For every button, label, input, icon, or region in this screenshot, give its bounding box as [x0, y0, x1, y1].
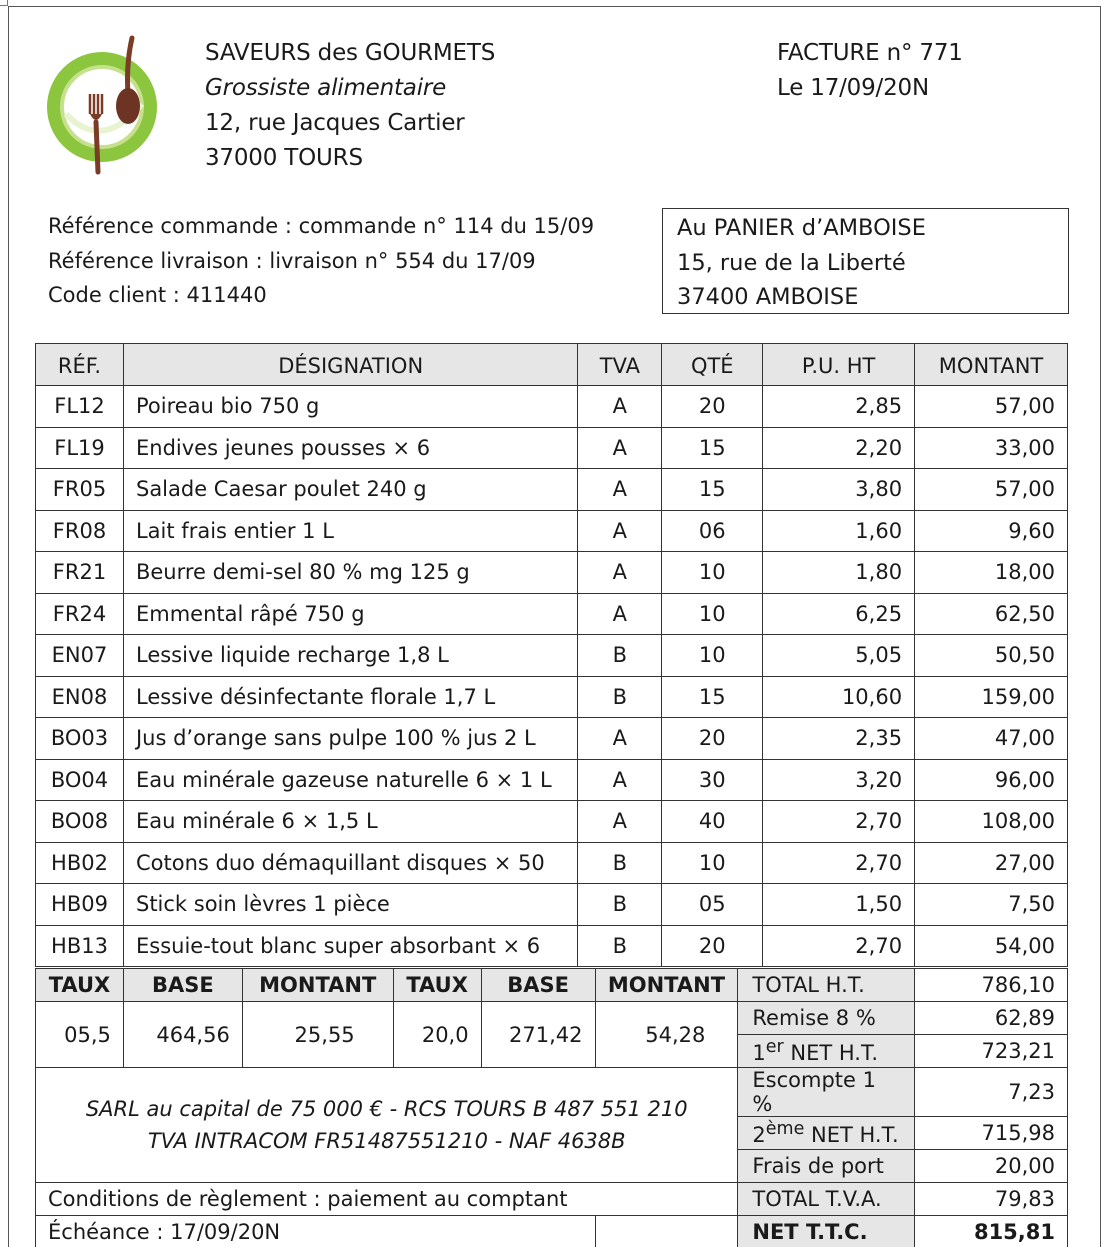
item-qty: 15 — [662, 676, 763, 718]
table-row — [36, 593, 1068, 635]
item-qty: 30 — [662, 759, 763, 801]
item-qty: 20 — [662, 925, 763, 967]
item-tva: A — [578, 386, 662, 428]
company-logo — [46, 34, 158, 180]
invoice-number: FACTURE n° 771 — [777, 40, 963, 66]
item-qty: 10 — [662, 635, 763, 677]
item-ref: FR24 — [36, 593, 124, 635]
item-qty: 06 — [662, 510, 763, 552]
table-row — [36, 386, 1068, 428]
item-qty: 10 — [662, 842, 763, 884]
item-unit-price: 3,80 — [763, 469, 915, 511]
item-unit-price: 2,35 — [763, 718, 915, 760]
item-ref: BO04 — [36, 759, 124, 801]
company-tagline: Grossiste alimentaire — [205, 75, 447, 101]
shipping-value: 20,00 — [915, 1150, 1068, 1183]
item-unit-price: 2,85 — [763, 386, 915, 428]
escompte-label: Escompte 1 % — [738, 1068, 915, 1117]
item-amount: 33,00 — [915, 427, 1068, 469]
item-tva: B — [578, 676, 662, 718]
item-unit-price: 1,60 — [763, 510, 915, 552]
item-amount: 57,00 — [915, 386, 1068, 428]
item-qty: 15 — [662, 469, 763, 511]
item-designation: Beurre demi-sel 80 % mg 125 g — [123, 552, 577, 594]
total-vat-label: TOTAL T.V.A. — [738, 1183, 915, 1216]
item-unit-price: 2,70 — [763, 801, 915, 843]
net2-label-num: 2 — [752, 1123, 766, 1147]
net2-value: 715,98 — [915, 1117, 1068, 1150]
items-table — [35, 343, 1068, 967]
item-tva: A — [578, 759, 662, 801]
item-amount: 7,50 — [915, 884, 1068, 926]
item-amount: 9,60 — [915, 510, 1068, 552]
company-block — [205, 36, 495, 176]
net2-label-rest: NET H.T. — [804, 1123, 899, 1147]
item-qty: 15 — [662, 427, 763, 469]
client-city: 37400 AMBOISE — [677, 284, 859, 310]
item-unit-price: 3,20 — [763, 759, 915, 801]
item-ref: FL12 — [36, 386, 124, 428]
vat-base-header-2: BASE — [481, 969, 595, 1002]
items-body — [36, 386, 1068, 967]
net1-label-sup: er — [765, 1037, 784, 1057]
vat-base-1: 464,56 — [123, 1002, 242, 1068]
item-tva: A — [578, 469, 662, 511]
table-row — [36, 469, 1068, 511]
total-vat-value: 79,83 — [915, 1183, 1068, 1216]
vat-rate-2: 20,0 — [393, 1002, 481, 1068]
item-ref: EN08 — [36, 676, 124, 718]
total-label: TOTAL H.T. — [738, 969, 915, 1002]
item-tva: A — [578, 510, 662, 552]
due-empty-cell — [595, 1216, 738, 1247]
discount-label: Remise 8 % — [738, 1002, 915, 1035]
table-row — [36, 427, 1068, 469]
item-amount: 108,00 — [915, 801, 1068, 843]
table-row — [36, 635, 1068, 677]
vat-values-row — [36, 1002, 1068, 1035]
item-ref: BO03 — [36, 718, 124, 760]
item-tva: B — [578, 635, 662, 677]
item-designation: Emmental râpé 750 g — [123, 593, 577, 635]
table-row — [36, 552, 1068, 594]
client-code: Code client : 411440 — [48, 283, 267, 307]
col-header-qty: QTÉ — [662, 344, 763, 386]
item-amount: 18,00 — [915, 552, 1068, 594]
invoice-date: Le 17/09/20N — [777, 75, 929, 101]
net1-label-num: 1 — [752, 1041, 766, 1065]
item-ref: FR05 — [36, 469, 124, 511]
item-qty: 05 — [662, 884, 763, 926]
item-designation: Eau minérale 6 × 1,5 L — [123, 801, 577, 843]
order-reference: Référence commande : commande n° 114 du 15/09 — [48, 214, 595, 238]
item-unit-price: 10,60 — [763, 676, 915, 718]
vat-base-2: 271,42 — [481, 1002, 595, 1068]
item-designation: Lait frais entier 1 L — [123, 510, 577, 552]
item-qty: 20 — [662, 718, 763, 760]
table-row — [36, 884, 1068, 926]
payment-conditions: Conditions de règlement : paiement au comptant — [36, 1183, 738, 1216]
vat-amount-2: 54,28 — [595, 1002, 738, 1068]
net-ttc-label: NET T.T.C. — [738, 1216, 915, 1247]
col-header-tva: TVA — [578, 344, 662, 386]
item-designation: Eau minérale gazeuse naturelle 6 × 1 L — [123, 759, 577, 801]
item-designation: Salade Caesar poulet 240 g — [123, 469, 577, 511]
discount-value: 62,89 — [915, 1002, 1068, 1035]
item-ref: BO08 — [36, 801, 124, 843]
payment-due-date: Échéance : 17/09/20N — [36, 1216, 596, 1247]
item-amount: 47,00 — [915, 718, 1068, 760]
item-amount: 62,50 — [915, 593, 1068, 635]
table-row — [36, 925, 1068, 967]
col-header-designation: DÉSIGNATION — [123, 344, 577, 386]
company-city: 37000 TOURS — [205, 145, 363, 171]
vat-rate-header-1: TAUX — [36, 969, 124, 1002]
legal-line-2: TVA INTRACOM FR51487551210 - NAF 4638B — [147, 1129, 626, 1153]
item-amount: 50,50 — [915, 635, 1068, 677]
item-amount: 96,00 — [915, 759, 1068, 801]
table-row — [36, 718, 1068, 760]
item-designation: Poireau bio 750 g — [123, 386, 577, 428]
vat-amount-header-2: MONTANT — [595, 969, 738, 1002]
vat-base-header-1: BASE — [123, 969, 242, 1002]
item-unit-price: 2,20 — [763, 427, 915, 469]
item-ref: FR08 — [36, 510, 124, 552]
conditions-row — [36, 1183, 1068, 1216]
vat-rate-header-2: TAUX — [393, 969, 481, 1002]
item-amount: 27,00 — [915, 842, 1068, 884]
item-amount: 54,00 — [915, 925, 1068, 967]
item-designation: Cotons duo démaquillant disques × 50 — [123, 842, 577, 884]
table-row — [36, 842, 1068, 884]
item-qty: 20 — [662, 386, 763, 428]
item-tva: B — [578, 884, 662, 926]
item-designation: Lessive liquide recharge 1,8 L — [123, 635, 577, 677]
item-ref: HB02 — [36, 842, 124, 884]
net-ttc-value: 815,81 — [915, 1216, 1068, 1247]
col-header-ref: RÉF. — [36, 344, 124, 386]
item-ref: FR21 — [36, 552, 124, 594]
item-amount: 159,00 — [915, 676, 1068, 718]
net1-value: 723,21 — [915, 1035, 1068, 1068]
legal-mentions — [36, 1068, 738, 1183]
totals-table — [35, 968, 1068, 1247]
legal-line-1: SARL au capital de 75 000 € - RCS TOURS B 487 551 210 — [85, 1097, 688, 1121]
company-name: SAVEURS des GOURMETS — [205, 40, 496, 66]
net2-label — [738, 1117, 915, 1150]
col-header-amount: MONTANT — [915, 344, 1068, 386]
delivery-reference: Référence livraison : livraison n° 554 du 17/09 — [48, 248, 536, 273]
vat-rate-1: 05,5 — [36, 1002, 124, 1068]
page-corner-mark — [0, 0, 8, 6]
client-name: Au PANIER d’AMBOISE — [677, 215, 926, 241]
item-unit-price: 6,25 — [763, 593, 915, 635]
item-designation: Stick soin lèvres 1 pièce — [123, 884, 577, 926]
item-qty: 40 — [662, 801, 763, 843]
item-unit-price: 2,70 — [763, 842, 915, 884]
item-qty: 10 — [662, 593, 763, 635]
invoice-block — [777, 36, 963, 106]
item-unit-price: 1,80 — [763, 552, 915, 594]
item-ref: HB13 — [36, 925, 124, 967]
item-designation: Jus d’orange sans pulpe 100 % jus 2 L — [123, 718, 577, 760]
references-block — [48, 209, 594, 313]
item-tva: A — [578, 801, 662, 843]
net1-label-rest: NET H.T. — [783, 1041, 878, 1065]
item-unit-price: 5,05 — [763, 635, 915, 677]
item-tva: A — [578, 718, 662, 760]
item-unit-price: 2,70 — [763, 925, 915, 967]
col-header-unit-price: P.U. HT — [763, 344, 915, 386]
company-street: 12, rue Jacques Cartier — [205, 110, 465, 136]
client-address-box — [662, 208, 1069, 314]
vat-amount-1: 25,55 — [242, 1002, 393, 1068]
item-tva: A — [578, 593, 662, 635]
table-row — [36, 510, 1068, 552]
table-row — [36, 759, 1068, 801]
item-tva: A — [578, 552, 662, 594]
table-row — [36, 676, 1068, 718]
item-ref: FL19 — [36, 427, 124, 469]
table-row — [36, 801, 1068, 843]
item-designation: Essuie-tout blanc super absorbant × 6 — [123, 925, 577, 967]
items-header-row — [36, 344, 1068, 386]
client-street: 15, rue de la Liberté — [677, 249, 906, 276]
item-unit-price: 1,50 — [763, 884, 915, 926]
item-designation: Endives jeunes pousses × 6 — [123, 427, 577, 469]
vat-header-row — [36, 969, 1068, 1002]
legal-row — [36, 1068, 1068, 1117]
vat-amount-header-1: MONTANT — [242, 969, 393, 1002]
item-tva: A — [578, 427, 662, 469]
item-designation: Lessive désinfectante florale 1,7 L — [123, 676, 577, 718]
item-ref: EN07 — [36, 635, 124, 677]
item-tva: B — [578, 925, 662, 967]
shipping-label: Frais de port — [738, 1150, 915, 1183]
due-row — [36, 1216, 1068, 1247]
net1-label — [738, 1035, 915, 1068]
item-qty: 10 — [662, 552, 763, 594]
item-amount: 57,00 — [915, 469, 1068, 511]
item-ref: HB09 — [36, 884, 124, 926]
total-value: 786,10 — [915, 969, 1068, 1002]
item-tva: B — [578, 842, 662, 884]
escompte-value: 7,23 — [915, 1068, 1068, 1117]
net2-label-sup: ème — [765, 1119, 805, 1139]
